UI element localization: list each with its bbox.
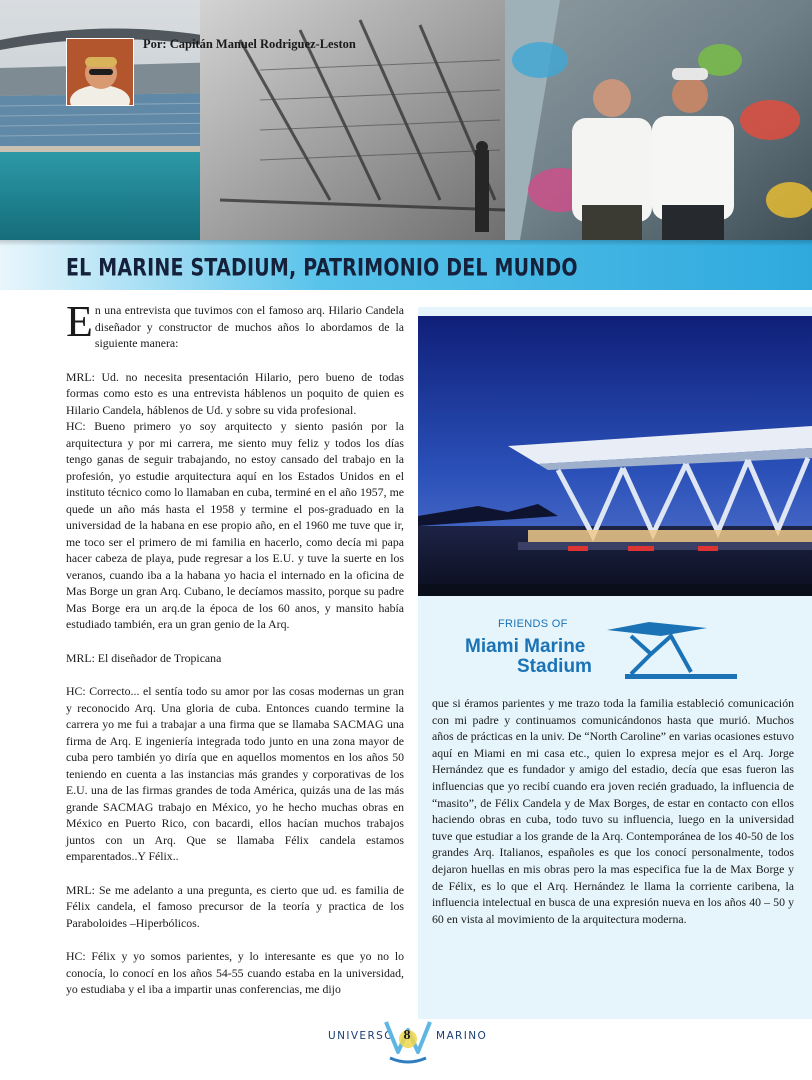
paragraph: MRL: Ud. no necesita presentación Hilario, pero bueno de todas formas como esto es una entrevista háblenos un poquito de quien es Hilario Candela, háblenos de Ud. y sobre su vida profesional. [66,369,404,417]
page-footer [0,1010,812,1070]
header-collage [0,0,812,290]
paragraph: HC: Félix y yo somos parientes, y lo interesante es que yo no lo conocía, lo conocí en los años 54-55 cuando estaba en la universidad, yo estudiaba y el iba a impartir unas conferencias, me dijo [66,949,404,996]
article-column-right [432,695,794,927]
paragraph: MRL: El diseñador de Tropicana [66,650,222,665]
header-photo-collage [0,0,812,240]
drop-cap: E [66,297,93,346]
paragraph: MRL: Se me adelanto a una pregunta, es cierto que ud. es familia de Félix candela, el famoso precursor de la teoría y practica de los Paraboloides –Hiperbólicos. [66,882,404,930]
byline: Por: Capitán Manuel Rodriguez-Leston [143,37,356,51]
logo-name-line2: Stadium [517,656,592,677]
paragraph: HC: Correcto... el sentía todo su amor por las cosas modernas un gran y reconocido Arq. Una gloria de cuba. Entonces cuando termine la carrera yo me fui a trabajar a una firma que se llamaba SACMAG una firma de Arq. E ingeniería integrada todo junto en una zona mayor de cuba pero también yo diría que en aquellos momentos en los años 50 teniendo en cuenta a las instancias más grandes y corporativas de los E.U. una de las firmas grandes de toda América, quizás una de las más grande SACMAG trabajo en México, yo he hecho muchas obras en México en Puerto Rico, con bacardi, ellos hacían muchos trabajos juntos con un Arq. Que se llamaba Félix candela estamos emparentados..Y Félix.. [66,684,404,863]
paragraph: En una entrevista que tuvimos con el famoso arq. Hilario Candela diseñador y constructor de muchos años lo abordamos de la siguiente manera: [66,297,404,350]
stadium-rendering-photo [418,316,812,596]
friends-of-miami-marine-stadium-logo [465,610,740,682]
author-photo [66,38,134,106]
article-column-left [66,297,404,1015]
paragraph: que si éramos parientes y me trazo toda la familia estableció comunicación con mi padre y continuamos comunicándonos hasta que murió. Muchos años de prácticas en la univ. De “North Caroline” en varias ocasiones estuvo aquí en Miami en mi casa etc., quien lo expresa mejor es el Arq. Jorge Hernández que es fundador y amigo del estadio, decía que esas fueron las influencias que yo recibí cuando era joven recién graduado, la influencia de “masito”, de Félix Candela y de Max Borges, de estar en contacto con ellos haciendo obras en cuba, todo tuvo su influencia, luego en la universidad tuve que estudiar a los grande de la Arq. Contemporánea de los 40-50 de los grandes Arq. Italianos, españoles es que los conocí personalmente, todos dejaron huellas en mis obras pero la mas especifica fue la de Max Borge y de Félix, es lo que el Arq. Hernández le llama la corriente caribena, la influencia intelectual en busca de una expresión nueva en los años 40 – 50 y 60 en vista al movimiento de la arquitectura moderna. [432,696,794,926]
logo-friends-text: FRIENDS OF [498,618,568,630]
logo-name-line1: Miami Marine [465,636,586,657]
footer-brand-right: MARINO [436,1030,488,1042]
footer-brand-left: UNIVERSO [328,1030,394,1042]
article-title: EL MARINE STADIUM, PATRIMONIO DEL MUNDO [66,254,578,282]
paragraph: HC: Bueno primero yo soy arquitecto y siento pasión por la arquitectura y por mi carrera, me siento muy feliz y todos los días tengo ganas de seguir trabajando, no estoy cansado del trabajo en la profesión, yo estudie arquitectura aquí en los Estados Unidos en el instituto técnico como lo llamaban en cuba, terminé en el año 1957, me quede un año más hasta el 1958 y termine el pos-graduado en la universidad de la habana en ese propio año, en el 1960 me tuve que ir, me toco ser el primero de mi familia en hacerlo, como decía mi papa hacer cabeza de playa, pude regresar a los E.U. y tuve la suerte en los veranos, cuando iba a la habana yo hacia el internado en la oficina de Mas Borge un gran Arq. Cubano, le decíamos massito, porque su padre Mas Borge era un arq.de la época de los 60 anos, y mansito había estudiado también, era un gran genio de la Arq. [66,419,404,631]
stadium-logo-icon [601,614,739,680]
page-number: 8 [403,1028,411,1043]
